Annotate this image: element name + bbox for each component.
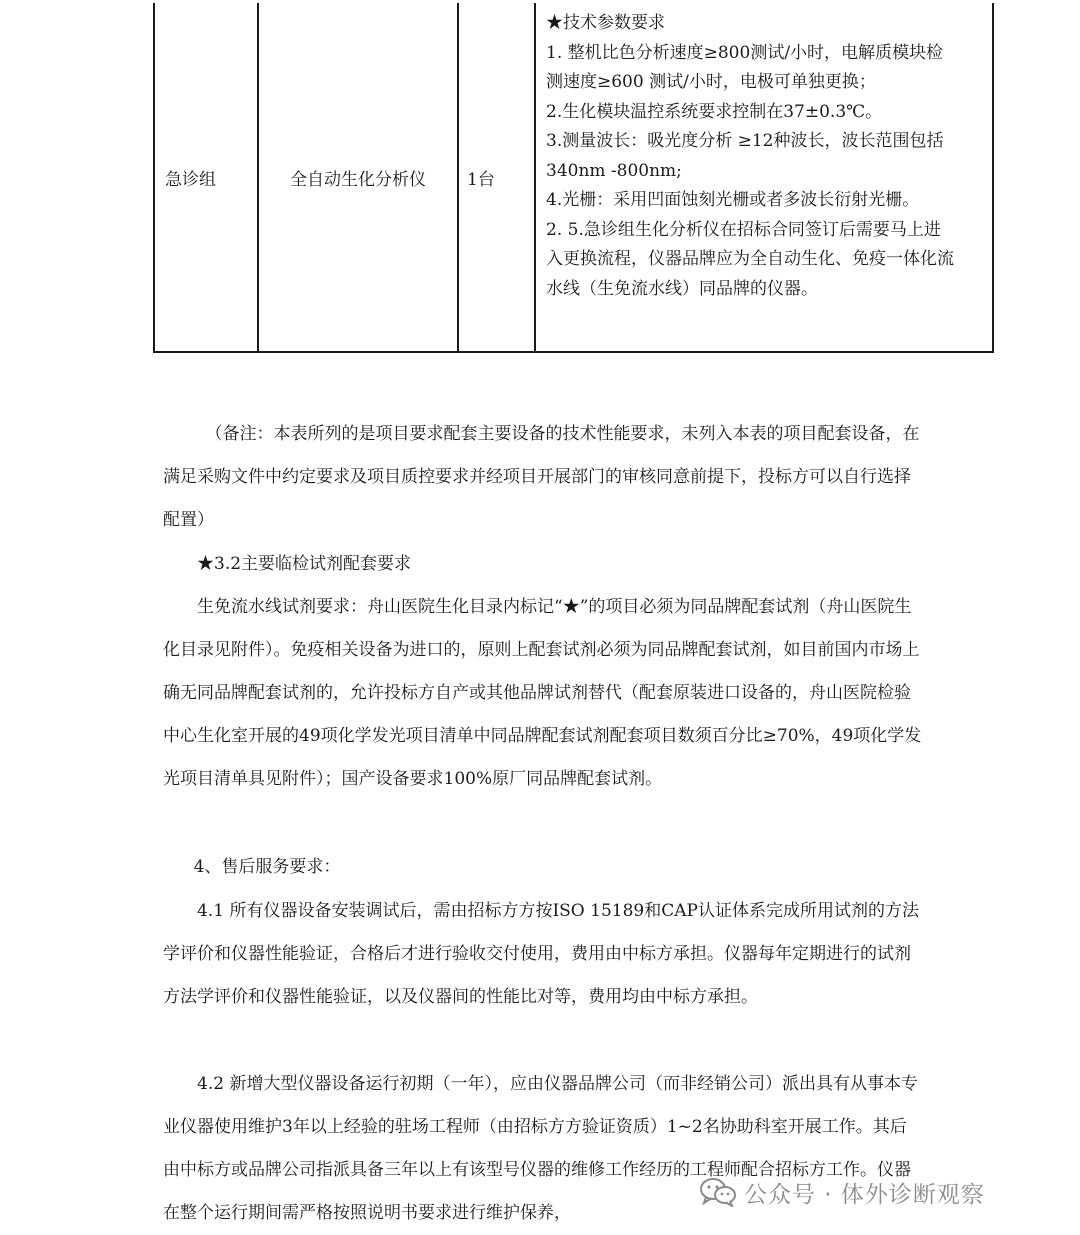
device-cell: 全自动生化分析仪 (258, 3, 458, 352)
watermark (700, 1170, 985, 1214)
spec-line: 2.生化模块温控系统要求控制在37±0.3℃。 (546, 101, 883, 122)
item-4-1-paragraph: 4.1 所有仪器设备安装调试后，需由招标方方按ISO 15189和CAP认证体系完成所用试剂的方法学评价和仪器性能验证，合格后才进行验收交付使用，费用由中标方承担。仪器每年定期进行的试剂方法学评价和仪器性能验证，以及仪器间的性能比对等，费用均由中标方承担。 (163, 901, 919, 1007)
spec-line: 入更换流程，仪器品牌应为全自动生化、免疫一体化流 (546, 249, 954, 269)
spec-line: 2. 5.急诊组生化分析仪在招标合同签订后需要马上进 (546, 219, 941, 240)
item-4-2-paragraph: 4.2 新增大型仪器设备运行初期（一年），应由仪器品牌公司（而非经销公司）派出具有从事本专业仪器使用维护3年以上经验的驻场工程师（由招标方方验证资质）1~2名协助科室开展工作。其后由中标方或品牌公司指派具备三年以上有该型号仪器的维修工作经历的工程师配合招标方工作。仪器在整个运行期间需严格按照说明书要求进行维护保养， (163, 1074, 918, 1223)
table-row (154, 3, 993, 352)
section-3-2-heading: ★3.2主要临检试剂配套要求 (197, 554, 412, 574)
spec-line: 3.测量波长：吸光度分析 ≥12种波长，波长范围包括 (546, 131, 944, 151)
section-4-heading: 4、售后服务要求： (193, 857, 341, 877)
quantity-cell: 1台 (458, 3, 535, 352)
watermark-text: 公众号 · 体外诊断观察 (744, 1181, 985, 1208)
spec-lines (546, 9, 982, 304)
spec-line: 水线（生免流水线）同品牌的仪器。 (546, 278, 818, 299)
group-cell: 急诊组 (154, 3, 258, 352)
wechat-icon (700, 1177, 736, 1207)
spec-line: 4.光栅：采用凹面蚀刻光栅或者多波长衍射光栅。 (546, 190, 920, 210)
reagent-requirement-paragraph: 生免流水线试剂要求：舟山医院生化目录内标记“★”的项目必须为同品牌配套试剂（舟山医院生化目录见附件）。免疫相关设备为进口的，原则上配套试剂必须为同品牌配套试剂，如目前国内市场上确无同品牌配套试剂的，允许投标方自产或其他品牌试剂替代（配套原装进口设备的，舟山医院检验中心生化室开展的49项化学发光项目清单中同品牌配套试剂配套项目数须百分比≥70%，49项化学发光项目清单具见附件）；国产设备要求100%原厂同品牌配套试剂。 (163, 597, 922, 789)
spec-line: ★技术参数要求 (546, 13, 665, 33)
spec-line: 测速度≥600 测试/小时，电极可单独更换； (546, 72, 876, 92)
spec-cell (535, 3, 993, 352)
note-paragraph: （备注：本表所列的是项目要求配套主要设备的技术性能要求，未列入本表的项目配套设备，在满足采购文件中约定要求及项目质控要求并经项目开展部门的审核同意前提下，投标方可以自行选择配置） (163, 424, 920, 530)
equipment-spec-table (153, 3, 994, 353)
spec-line: 340nm -800nm; (546, 160, 682, 181)
spec-line: 1. 整机比色分析速度≥800测试/小时，电解质模块检 (546, 42, 944, 63)
